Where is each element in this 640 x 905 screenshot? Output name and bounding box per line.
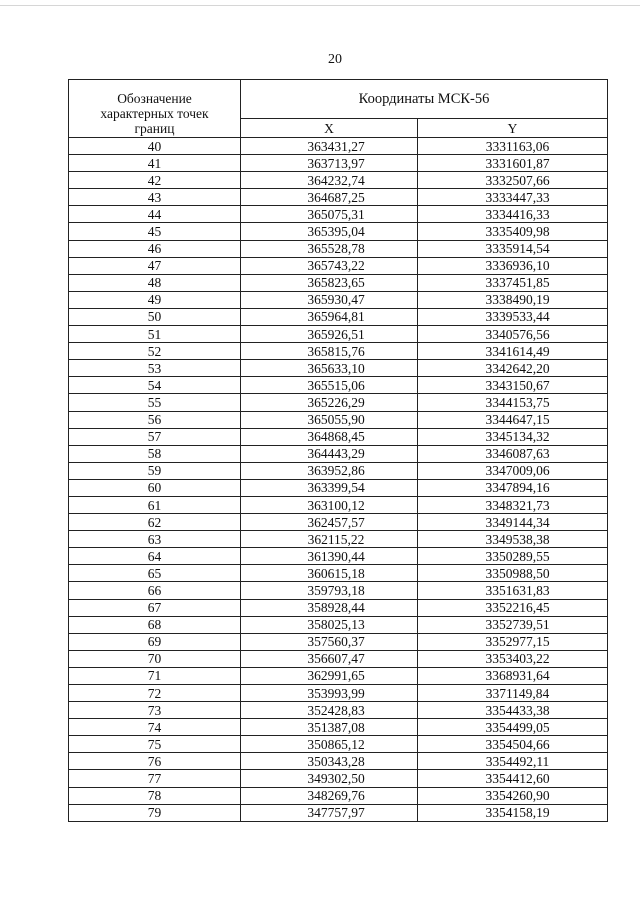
point-cell: 48	[69, 274, 241, 291]
y-cell: 3349538,38	[418, 531, 608, 548]
table-row	[69, 531, 608, 548]
y-cell: 3332507,66	[418, 172, 608, 189]
y-cell: 3331601,87	[418, 155, 608, 172]
header-points-line-3: границ	[134, 121, 175, 136]
point-cell: 74	[69, 719, 241, 736]
y-cell: 3350988,50	[418, 565, 608, 582]
table-row	[69, 565, 608, 582]
table-row	[69, 736, 608, 753]
table-row	[69, 667, 608, 684]
point-cell: 42	[69, 172, 241, 189]
x-cell: 364443,29	[241, 445, 418, 462]
y-cell: 3344647,15	[418, 411, 608, 428]
y-cell: 3368931,64	[418, 667, 608, 684]
table-row	[69, 411, 608, 428]
y-cell: 3344153,75	[418, 394, 608, 411]
header-y: Y	[418, 119, 608, 138]
y-cell: 3349144,34	[418, 514, 608, 531]
x-cell: 364868,45	[241, 428, 418, 445]
x-cell: 365515,06	[241, 377, 418, 394]
table-row	[69, 343, 608, 360]
point-cell: 60	[69, 479, 241, 496]
table-row	[69, 616, 608, 633]
point-cell: 76	[69, 753, 241, 770]
point-cell: 41	[69, 155, 241, 172]
table-row	[69, 582, 608, 599]
y-cell: 3341614,49	[418, 343, 608, 360]
y-cell: 3336936,10	[418, 257, 608, 274]
x-cell: 351387,08	[241, 719, 418, 736]
y-cell: 3371149,84	[418, 685, 608, 702]
point-cell: 69	[69, 633, 241, 650]
table-row	[69, 360, 608, 377]
table-row	[69, 240, 608, 257]
table-row	[69, 308, 608, 325]
x-cell: 360615,18	[241, 565, 418, 582]
y-cell: 3331163,06	[418, 138, 608, 155]
point-cell: 64	[69, 548, 241, 565]
x-cell: 365226,29	[241, 394, 418, 411]
y-cell: 3352977,15	[418, 633, 608, 650]
table-row	[69, 445, 608, 462]
y-cell: 3342642,20	[418, 360, 608, 377]
table-row	[69, 599, 608, 616]
y-cell: 3354158,19	[418, 804, 608, 821]
table-row	[69, 394, 608, 411]
y-cell: 3337451,85	[418, 274, 608, 291]
y-cell: 3343150,67	[418, 377, 608, 394]
table-row	[69, 172, 608, 189]
y-cell: 3335914,54	[418, 240, 608, 257]
point-cell: 66	[69, 582, 241, 599]
table-row	[69, 428, 608, 445]
y-cell: 3352216,45	[418, 599, 608, 616]
point-cell: 43	[69, 189, 241, 206]
point-cell: 68	[69, 616, 241, 633]
table-row	[69, 377, 608, 394]
x-cell: 365964,81	[241, 308, 418, 325]
x-cell: 348269,76	[241, 787, 418, 804]
x-cell: 365930,47	[241, 291, 418, 308]
table-row	[69, 753, 608, 770]
x-cell: 352428,83	[241, 702, 418, 719]
point-cell: 78	[69, 787, 241, 804]
header-coordinates: Координаты МСК-56	[241, 80, 608, 119]
coordinates-table	[68, 79, 608, 822]
point-cell: 58	[69, 445, 241, 462]
y-cell: 3348321,73	[418, 496, 608, 513]
header-points-line-2: характерных точек	[100, 106, 209, 121]
table-row	[69, 702, 608, 719]
table-row	[69, 650, 608, 667]
point-cell: 71	[69, 667, 241, 684]
y-cell: 3333447,33	[418, 189, 608, 206]
page-number: 20	[328, 52, 342, 67]
x-cell: 363713,97	[241, 155, 418, 172]
table-row	[69, 462, 608, 479]
x-cell: 350343,28	[241, 753, 418, 770]
x-cell: 362991,65	[241, 667, 418, 684]
table-row	[69, 548, 608, 565]
x-cell: 356607,47	[241, 650, 418, 667]
x-cell: 365075,31	[241, 206, 418, 223]
x-cell: 363399,54	[241, 479, 418, 496]
y-cell: 3346087,63	[418, 445, 608, 462]
point-cell: 47	[69, 257, 241, 274]
x-cell: 357560,37	[241, 633, 418, 650]
y-cell: 3352739,51	[418, 616, 608, 633]
y-cell: 3339533,44	[418, 308, 608, 325]
x-cell: 365055,90	[241, 411, 418, 428]
x-cell: 365815,76	[241, 343, 418, 360]
point-cell: 79	[69, 804, 241, 821]
point-cell: 63	[69, 531, 241, 548]
table-row	[69, 787, 608, 804]
x-cell: 349302,50	[241, 770, 418, 787]
point-cell: 73	[69, 702, 241, 719]
point-cell: 52	[69, 343, 241, 360]
x-cell: 362115,22	[241, 531, 418, 548]
point-cell: 67	[69, 599, 241, 616]
y-cell: 3345134,32	[418, 428, 608, 445]
table-row	[69, 326, 608, 343]
point-cell: 61	[69, 496, 241, 513]
table-row	[69, 804, 608, 821]
y-cell: 3354492,11	[418, 753, 608, 770]
point-cell: 57	[69, 428, 241, 445]
x-cell: 364687,25	[241, 189, 418, 206]
table-row	[69, 685, 608, 702]
header-points-line-1: Обозначение	[117, 91, 192, 106]
y-cell: 3354412,60	[418, 770, 608, 787]
table-row	[69, 479, 608, 496]
x-cell: 358025,13	[241, 616, 418, 633]
x-cell: 365633,10	[241, 360, 418, 377]
x-cell: 365926,51	[241, 326, 418, 343]
y-cell: 3354499,05	[418, 719, 608, 736]
point-cell: 54	[69, 377, 241, 394]
y-cell: 3347894,16	[418, 479, 608, 496]
x-cell: 365743,22	[241, 257, 418, 274]
table-row	[69, 257, 608, 274]
y-cell: 3353403,22	[418, 650, 608, 667]
x-cell: 358928,44	[241, 599, 418, 616]
point-cell: 45	[69, 223, 241, 240]
table-row	[69, 633, 608, 650]
table-row	[69, 189, 608, 206]
table-body	[69, 138, 608, 822]
y-cell: 3340576,56	[418, 326, 608, 343]
point-cell: 56	[69, 411, 241, 428]
table-row	[69, 223, 608, 240]
x-cell: 350865,12	[241, 736, 418, 753]
point-cell: 77	[69, 770, 241, 787]
y-cell: 3334416,33	[418, 206, 608, 223]
y-cell: 3338490,19	[418, 291, 608, 308]
x-cell: 363431,27	[241, 138, 418, 155]
x-cell: 363100,12	[241, 496, 418, 513]
x-cell: 365528,78	[241, 240, 418, 257]
x-cell: 359793,18	[241, 582, 418, 599]
x-cell: 361390,44	[241, 548, 418, 565]
x-cell: 362457,57	[241, 514, 418, 531]
y-cell: 3354433,38	[418, 702, 608, 719]
point-cell: 55	[69, 394, 241, 411]
table-row	[69, 206, 608, 223]
table-row	[69, 291, 608, 308]
header-x: X	[241, 119, 418, 138]
table-row	[69, 770, 608, 787]
table-row	[69, 155, 608, 172]
x-cell: 353993,99	[241, 685, 418, 702]
point-cell: 65	[69, 565, 241, 582]
y-cell: 3350289,55	[418, 548, 608, 565]
point-cell: 50	[69, 308, 241, 325]
point-cell: 40	[69, 138, 241, 155]
point-cell: 51	[69, 326, 241, 343]
table-row	[69, 514, 608, 531]
y-cell: 3354504,66	[418, 736, 608, 753]
x-cell: 364232,74	[241, 172, 418, 189]
table-row	[69, 138, 608, 155]
x-cell: 365823,65	[241, 274, 418, 291]
header-characteristic-points	[69, 80, 241, 138]
table-row	[69, 496, 608, 513]
table-row	[69, 274, 608, 291]
point-cell: 49	[69, 291, 241, 308]
point-cell: 62	[69, 514, 241, 531]
point-cell: 59	[69, 462, 241, 479]
point-cell: 44	[69, 206, 241, 223]
x-cell: 347757,97	[241, 804, 418, 821]
y-cell: 3347009,06	[418, 462, 608, 479]
y-cell: 3354260,90	[418, 787, 608, 804]
y-cell: 3335409,98	[418, 223, 608, 240]
point-cell: 53	[69, 360, 241, 377]
point-cell: 72	[69, 685, 241, 702]
y-cell: 3351631,83	[418, 582, 608, 599]
point-cell: 46	[69, 240, 241, 257]
table-row	[69, 719, 608, 736]
page-top-edge	[0, 5, 640, 6]
point-cell: 75	[69, 736, 241, 753]
x-cell: 363952,86	[241, 462, 418, 479]
x-cell: 365395,04	[241, 223, 418, 240]
point-cell: 70	[69, 650, 241, 667]
